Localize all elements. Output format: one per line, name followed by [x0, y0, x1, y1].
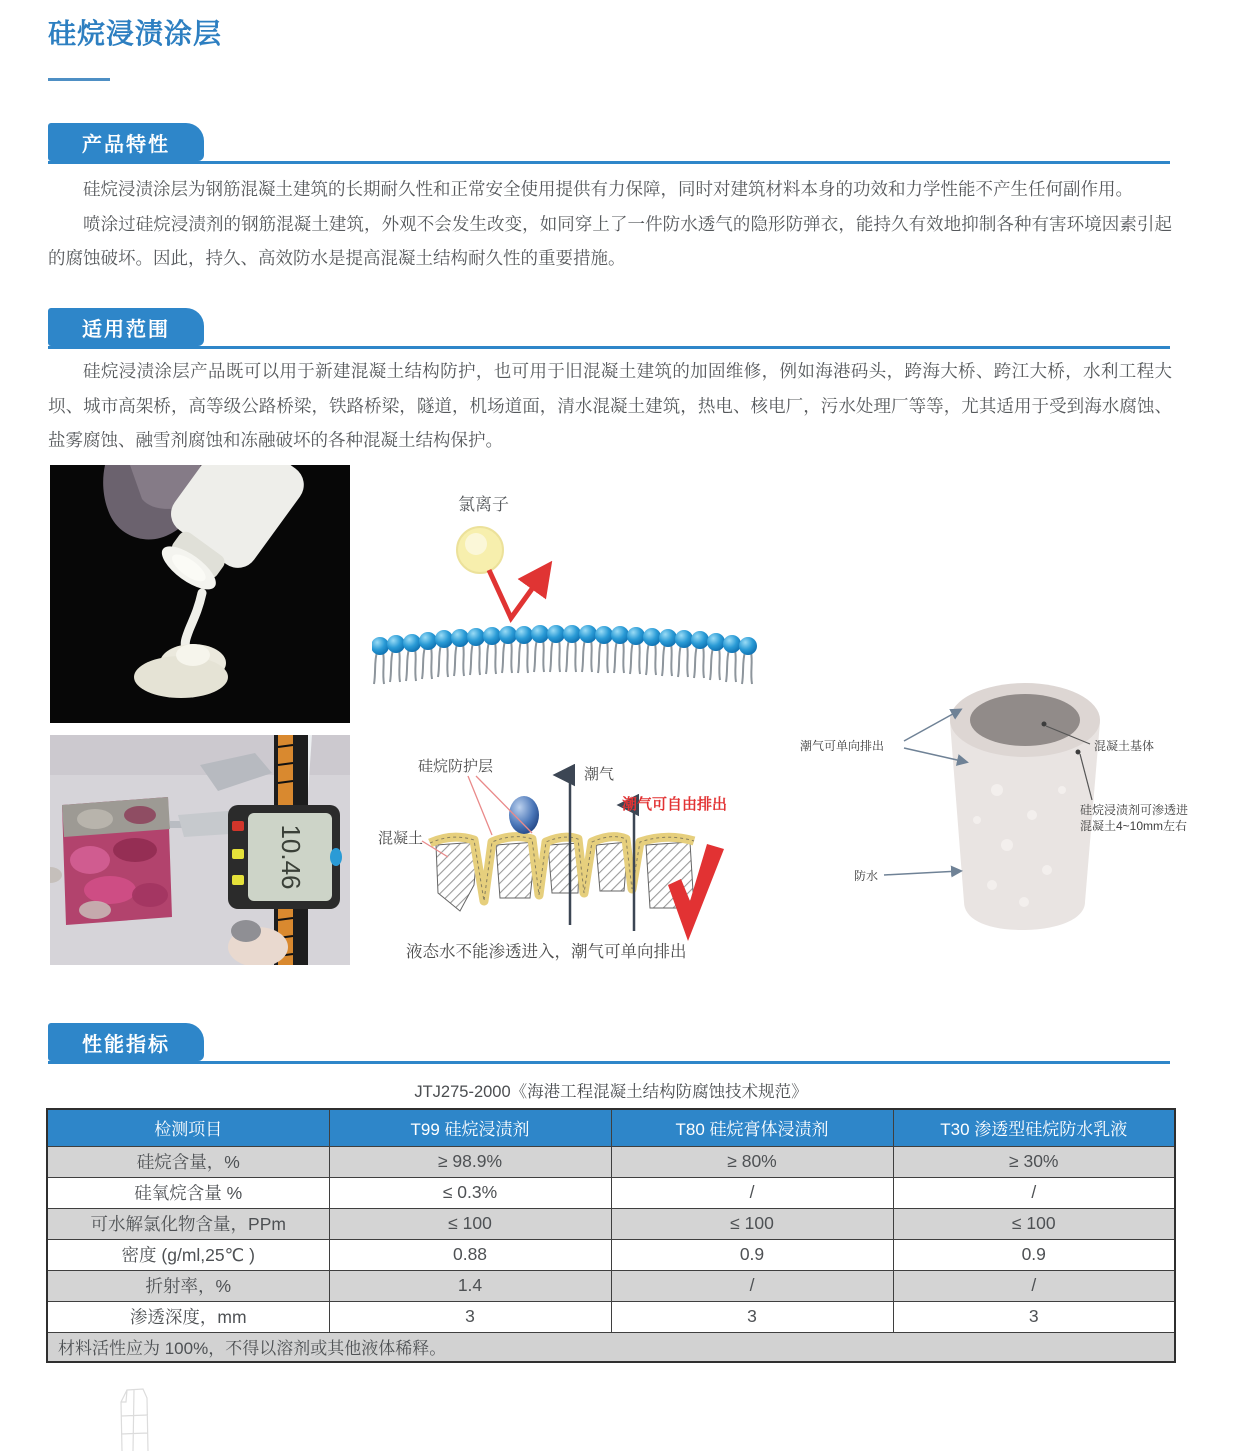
cylinder-matrix-label: 混凝土基体	[1094, 739, 1155, 753]
row-label: 可水解氯化物含量，PPm	[47, 1208, 329, 1239]
scope-paragraphs	[48, 354, 1172, 458]
diagram-cylinder-section	[792, 640, 1192, 932]
scope-paragraph-1: 硅烷浸渍涂层产品既可以用于新建混凝土结构防护，也可用于旧混凝土建筑的加固维修，例如海港码头，跨海大桥、跨江大桥，水利工程大坝、城市高架桥，高等级公路桥梁，铁路桥梁，隧道，机场道面，清水混凝土建筑，热电、核电厂，污水处理厂等等，尤其适用于受到海水腐蚀、盐雾腐蚀、融雪剂腐蚀和冻融破坏的各种混凝土结构保护。	[48, 361, 1172, 451]
section-band-scope	[48, 308, 1170, 349]
table-header-row	[47, 1109, 1175, 1146]
cylinder-perm-label-1: 硅烷浸渍剂可渗透进	[1080, 803, 1189, 817]
column-header: 检测项目	[47, 1109, 329, 1146]
table-row	[47, 1208, 1175, 1239]
photo-silane-cream-pour	[50, 465, 350, 723]
table-footer-row	[47, 1332, 1175, 1362]
table-cell: 0.9	[893, 1239, 1175, 1270]
row-label: 渗透深度，mm	[47, 1301, 329, 1332]
section-heading-features: 产品特性	[48, 123, 204, 161]
cylinder-waterproof-label: 防水	[854, 869, 879, 883]
barrier-diagram-graphic	[372, 743, 760, 968]
barrier-moisture-label: 潮气	[584, 766, 615, 783]
barrier-caption: 液态水不能渗透进入，潮气可单向排出	[406, 943, 687, 961]
table-cell: /	[893, 1270, 1175, 1301]
table-cell: 3	[893, 1301, 1175, 1332]
table-footer-note: 材料活性应为 100%，不得以溶剂或其他液体稀释。	[47, 1332, 1175, 1362]
section-rule	[48, 1061, 1170, 1064]
section-rule	[48, 346, 1170, 349]
table-cell: ≥ 30%	[893, 1146, 1175, 1177]
table-row	[47, 1146, 1175, 1177]
table-cell: /	[611, 1270, 893, 1301]
diagram-chloride-repel	[372, 468, 760, 710]
table-cell: 0.9	[611, 1239, 893, 1270]
table-cell: /	[611, 1177, 893, 1208]
section-band-features	[48, 123, 1170, 164]
pour-photo-graphic	[50, 465, 350, 723]
cylinder-moisture-label: 潮气可单向排出	[800, 739, 885, 753]
column-header: T30 渗透型硅烷防水乳液	[893, 1109, 1175, 1146]
column-header: T99 硅烷浸渍剂	[329, 1109, 611, 1146]
barrier-layer-label: 硅烷防护层	[418, 758, 494, 775]
row-label: 硅氧烷含量 %	[47, 1177, 329, 1208]
section-band-performance	[48, 1023, 1170, 1064]
table-caption: JTJ275-2000《海港工程混凝土结构防腐蚀技术规范》	[414, 1083, 808, 1101]
title-underline-dash	[48, 78, 110, 81]
performance-table	[46, 1108, 1176, 1363]
table-cell: ≤ 100	[893, 1208, 1175, 1239]
features-paragraphs	[48, 172, 1172, 276]
section-rule	[48, 161, 1170, 164]
table-cell: ≤ 100	[611, 1208, 893, 1239]
barrier-concrete-label: 混凝土	[378, 830, 424, 847]
column-header: T80 硅烷膏体浸渍剂	[611, 1109, 893, 1146]
row-label: 硅烷含量，%	[47, 1146, 329, 1177]
chloride-label: 氯离子	[458, 495, 509, 514]
table-row	[47, 1270, 1175, 1301]
table-cell: ≤ 100	[329, 1208, 611, 1239]
table-cell: /	[893, 1177, 1175, 1208]
section-heading-scope: 适用范围	[48, 308, 204, 346]
row-label: 折射率，%	[47, 1270, 329, 1301]
table-cell: 1.4	[329, 1270, 611, 1301]
page-title: 硅烷浸渍涂层	[48, 18, 223, 49]
features-paragraph-2: 喷涂过硅烷浸渍剂的钢筋混凝土建筑，外观不会发生改变，如同穿上了一件防水透气的隐形防弹衣，能持久有效地抑制各种有害环境因素引起的腐蚀破坏。因此，持久、高效防水是提高混凝土结构耐久性的重要措施。	[48, 213, 1172, 269]
caliper-photo-graphic	[50, 735, 350, 965]
chloride-diagram-graphic	[372, 468, 760, 710]
table-row	[47, 1177, 1175, 1208]
barrier-free-exit-label: 潮气可自由排出	[622, 796, 728, 813]
section-heading-performance: 性能指标	[48, 1023, 204, 1061]
faint-tower-sketch	[100, 1384, 170, 1451]
table-cell: 0.88	[329, 1239, 611, 1270]
table-cell: ≤ 0.3%	[329, 1177, 611, 1208]
photo-caliper-measurement	[50, 735, 350, 965]
cylinder-diagram-graphic	[792, 640, 1192, 932]
caliper-display-value: 10.46	[276, 824, 306, 890]
cylinder-perm-label-2: 混凝土4~10mm左右	[1080, 819, 1188, 833]
table-cell: ≥ 80%	[611, 1146, 893, 1177]
table-cell: 3	[329, 1301, 611, 1332]
table-cell: ≥ 98.9%	[329, 1146, 611, 1177]
table-cell: 3	[611, 1301, 893, 1332]
row-label: 密度 (g/ml,25℃ )	[47, 1239, 329, 1270]
features-paragraph-1: 硅烷浸渍涂层为钢筋混凝土建筑的长期耐久性和正常安全使用提供有力保障，同时对建筑材料本身的功效和力学性能不产生任何副作用。	[83, 179, 1133, 199]
diagram-silane-barrier	[372, 743, 760, 968]
table-row	[47, 1239, 1175, 1270]
table-row	[47, 1301, 1175, 1332]
